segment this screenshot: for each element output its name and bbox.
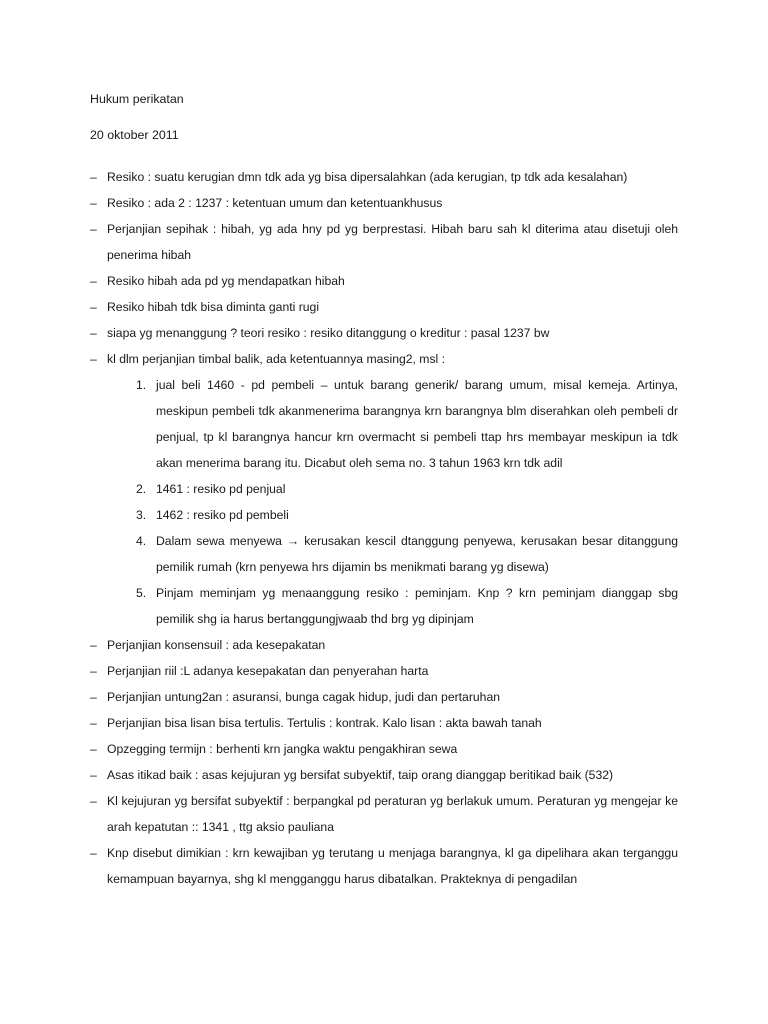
list-item-text: Kl kejujuran yg bersifat subyektif : berpangkal pd peraturan yg berlakuk umum. Peraturan yg mengejar ke arah kepatutan :: 1341 , ttg aksio pauliana [107,794,678,834]
numbered-item [136,580,678,632]
numbered-item [136,528,678,580]
list-item-text: Resiko : ada 2 : 1237 : ketentuan umum dan ketentuankhusus [107,196,443,210]
list-item-text: Perjanjian konsensuil : ada kesepakatan [107,638,326,652]
list-item [90,788,678,840]
bullet-dash: – [90,300,97,314]
notes-list [90,164,678,892]
document-title: Hukum perikatan [90,92,184,106]
list-item [90,710,678,736]
document-date: 20 oktober 2011 [90,128,179,142]
list-item [90,164,678,190]
bullet-dash: – [90,222,97,236]
numbered-sublist [136,372,678,632]
numbered-item-text: Dalam sewa menyewa → kerusakan kescil dtanggung penyewa, kerusakan besar ditanggung pemilik rumah (krn penyewa hrs dijamin bs menikmati barang yg disewa) [156,534,678,574]
item-number: 1. [136,378,147,392]
list-item [90,320,678,346]
list-item [90,762,678,788]
numbered-item [136,476,678,502]
bullet-dash: – [90,326,97,340]
list-item [90,346,678,372]
numbered-item-text: 1461 : resiko pd penjual [156,482,286,496]
bullet-dash: – [90,274,97,288]
item-number: 2. [136,482,147,496]
numbered-item-text: Pinjam meminjam yg menaanggung resiko : peminjam. Knp ? krn peminjam dianggap sbg pemilik shg ia harus bertanggungjwaab thd brg yg dipinjam [156,586,678,626]
numbered-item [136,372,678,476]
list-item [90,190,678,216]
bullet-dash: – [90,846,97,860]
list-item [90,294,678,320]
list-item-text: Resiko : suatu kerugian dmn tdk ada yg bisa dipersalahkan (ada kerugian, tp tdk ada kesalahan) [107,170,628,184]
list-item-text: Perjanjian sepihak : hibah, yg ada hny pd yg berprestasi. Hibah baru sah kl diterima atau disetuji oleh penerima hibah [107,222,678,262]
numbered-item [136,502,678,528]
bullet-dash: – [90,638,97,652]
list-item-text: kl dlm perjanjian timbal balik, ada ketentuannya masing2, msl : [107,352,446,366]
list-item-text: Asas itikad baik : asas kejujuran yg bersifat subyektif, taip orang dianggap beritikad baik (532) [107,768,614,782]
list-item [90,684,678,710]
bullet-dash: – [90,794,97,808]
item-number: 4. [136,534,147,548]
list-item [90,658,678,684]
list-item-text: Knp disebut dimikian : krn kewajiban yg terutang u menjaga barangnya, kl ga dipelihara akan terganggu kemampuan bayarnya, shg kl mengganggu harus dibatalkan. Prakteknya di pengadilan [107,846,678,886]
item-number: 3. [136,508,147,522]
bullet-dash: – [90,742,97,756]
list-item-text: Perjanjian untung2an : asuransi, bunga cagak hidup, judi dan pertaruhan [107,690,500,704]
numbered-item-text: 1462 : resiko pd pembeli [156,508,289,522]
list-item [90,216,678,268]
list-item-text: Perjanjian bisa lisan bisa tertulis. Tertulis : kontrak. Kalo lisan : akta bawah tanah [107,716,542,730]
list-item-text: Resiko hibah ada pd yg mendapatkan hibah [107,274,345,288]
bullet-dash: – [90,716,97,730]
list-item-text: siapa yg menanggung ? teori resiko : resiko ditanggung o kreditur : pasal 1237 bw [107,326,550,340]
numbered-item-text: jual beli 1460 - pd pembeli – untuk barang generik/ barang umum, misal kemeja. Artinya, meskipun pembeli tdk akanmenerima barangnya krn barangnya blm diserahkan oleh pembeli dr penjual, tp kl barangnya hancur krn overmacht si pembeli ttap hrs membayar meskipun ia tdk akan menerima barang itu. Dicabut oleh sema no. 3 tahun 1963 krn tdk adil [156,378,678,470]
list-item-text: Opzegging termijn : berhenti krn jangka waktu pengakhiran sewa [107,742,458,756]
list-item [90,632,678,658]
bullet-dash: – [90,352,97,366]
list-item [90,736,678,762]
item-number: 5. [136,586,147,600]
bullet-dash: – [90,170,97,184]
bullet-dash: – [90,768,97,782]
bullet-dash: – [90,690,97,704]
bullet-dash: – [90,196,97,210]
list-item [90,840,678,892]
list-item-text: Resiko hibah tdk bisa diminta ganti rugi [107,300,320,314]
bullet-dash: – [90,664,97,678]
list-item [90,268,678,294]
list-item-text: Perjanjian riil :L adanya kesepakatan dan penyerahan harta [107,664,429,678]
